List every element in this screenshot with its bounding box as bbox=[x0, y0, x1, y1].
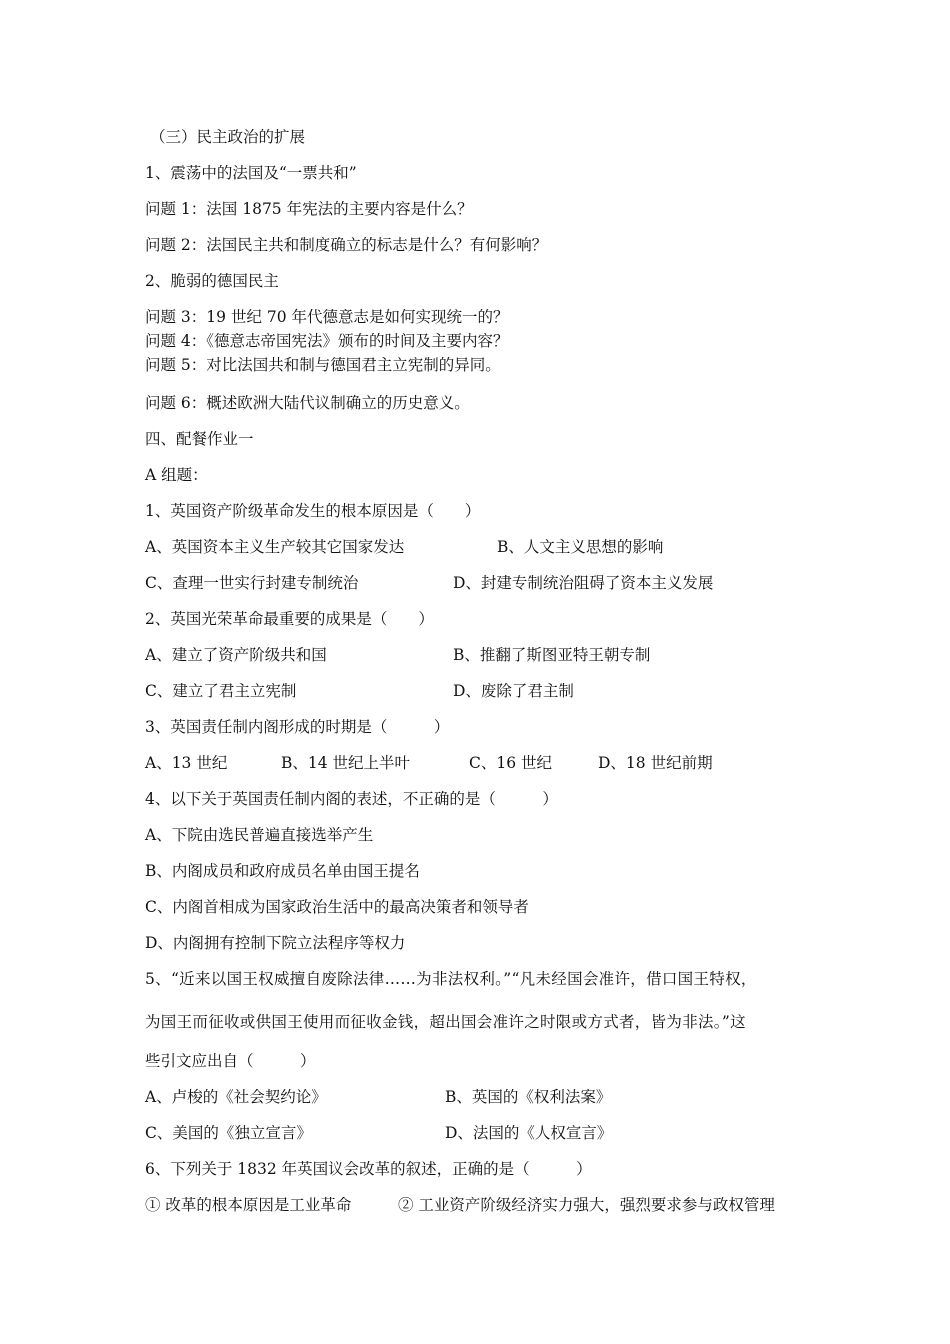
mcq-3-option-b: B、14 世纪上半叶 bbox=[281, 754, 411, 772]
group-a-heading: A 组题： bbox=[145, 466, 208, 484]
mcq-5-option-a: A、卢梭的《社会契约论》 bbox=[145, 1088, 327, 1106]
mcq-5-option-c: C、美国的《独立宣言》 bbox=[145, 1124, 312, 1142]
question-4: 问题 4：《德意志帝国宪法》颁布的时间及主要内容？ bbox=[145, 332, 509, 350]
mcq-6-statement-1: ① 改革的根本原因是工业革命 bbox=[145, 1196, 352, 1214]
question-3: 问题 3：19 世纪 70 年代德意志是如何实现统一的？ bbox=[145, 308, 509, 326]
mcq-2-option-c: C、建立了君主立宪制 bbox=[145, 682, 297, 700]
mcq-4-option-a: A、下院由选民普遍直接选举产生 bbox=[145, 826, 374, 844]
mcq-3-option-c: C、16 世纪 bbox=[469, 754, 553, 772]
section-heading-homework: 四、配餐作业一 bbox=[145, 430, 254, 448]
mcq-2-option-a: A、建立了资产阶级共和国 bbox=[145, 646, 327, 664]
mcq-6-statement-2: ② 工业资产阶级经济实力强大，强烈要求参与政权管理 bbox=[398, 1196, 775, 1214]
mcq-3-option-d: D、18 世纪前期 bbox=[598, 754, 713, 772]
mcq-4-stem: 4、以下关于英国责任制内阁的表述，不正确的是（ ） bbox=[145, 790, 558, 808]
mcq-4-option-d: D、内阁拥有控制下院立法程序等权力 bbox=[145, 934, 406, 952]
question-6: 问题 6：概述欧洲大陆代议制确立的历史意义。 bbox=[145, 394, 470, 412]
mcq-2-stem: 2、英国光荣革命最重要的成果是（ ） bbox=[145, 610, 434, 628]
mcq-1-option-d: D、封建专制统治阻碍了资本主义发展 bbox=[453, 574, 714, 592]
question-1: 问题 1：法国 1875 年宪法的主要内容是什么？ bbox=[145, 200, 473, 218]
section-heading-democracy-expansion: （三）民主政治的扩展 bbox=[150, 128, 306, 146]
mcq-3-option-a: A、13 世纪 bbox=[145, 754, 228, 772]
mcq-3-stem: 3、英国责任制内阁形成的时期是（ ） bbox=[145, 718, 450, 736]
mcq-1-option-b: B、人文主义思想的影响 bbox=[497, 538, 664, 556]
item-france: 1、震荡中的法国及“一票共和” bbox=[145, 164, 357, 182]
mcq-5-stem-line-1: 5、“近来以国王权威擅自废除法律……为非法权利。”“凡未经国会准许，借口国王特权， bbox=[145, 970, 757, 988]
mcq-4-option-c: C、内阁首相成为国家政治生活中的最高决策者和领导者 bbox=[145, 898, 529, 916]
mcq-5-stem-line-2: 为国王而征收或供国王使用而征收金钱，超出国会准许之时限或方式者，皆为非法。”这 bbox=[145, 1013, 746, 1031]
mcq-2-option-b: B、推翻了斯图亚特王朝专制 bbox=[453, 646, 651, 664]
mcq-5-stem-line-3: 些引文应出自（ ） bbox=[145, 1052, 316, 1070]
mcq-5-option-b: B、英国的《权利法案》 bbox=[445, 1088, 612, 1106]
mcq-2-option-d: D、废除了君主制 bbox=[453, 682, 574, 700]
question-2: 问题 2：法国民主共和制度确立的标志是什么？有何影响？ bbox=[145, 236, 548, 254]
mcq-1-option-a: A、英国资本主义生产较其它国家发达 bbox=[145, 538, 405, 556]
question-5: 问题 5：对比法国共和制与德国君主立宪制的异同。 bbox=[145, 356, 501, 374]
item-germany: 2、脆弱的德国民主 bbox=[145, 272, 279, 290]
mcq-1-option-c: C、查理一世实行封建专制统治 bbox=[145, 574, 359, 592]
mcq-4-option-b: B、内阁成员和政府成员名单由国王提名 bbox=[145, 862, 420, 880]
mcq-5-option-d: D、法国的《人权宣言》 bbox=[445, 1124, 613, 1142]
mcq-1-stem: 1、英国资产阶级革命发生的根本原因是（ ） bbox=[145, 502, 481, 520]
mcq-6-stem: 6、下列关于 1832 年英国议会改革的叙述，正确的是（ ） bbox=[145, 1160, 592, 1178]
